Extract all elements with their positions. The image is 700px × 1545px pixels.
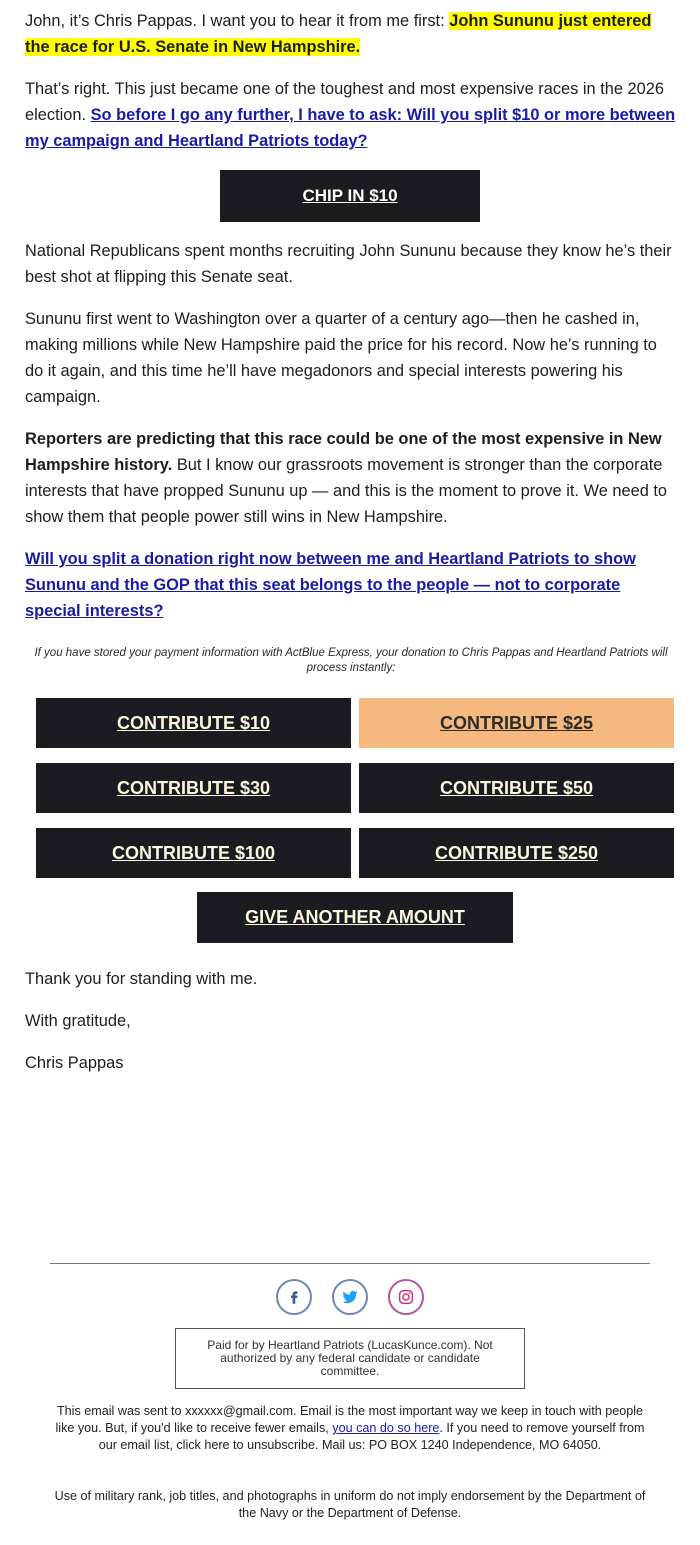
contribute-250-button[interactable]: CONTRIBUTE $250 bbox=[359, 828, 674, 878]
ask-paragraph bbox=[25, 76, 677, 154]
give-another-amount-button[interactable]: GIVE ANOTHER AMOUNT bbox=[197, 892, 513, 943]
expensive-race-bold: Reporters are predicting that this race could be one of the most expensive in New Hampshire history. bbox=[25, 430, 662, 474]
military-disclaimer: Use of military rank, job titles, and photographs in uniform do not imply endorsement by the Department of the Navy or the Department of Defense. bbox=[54, 1489, 646, 1520]
sent-to-text: This email was sent to bbox=[56, 1404, 186, 1418]
intro-highlight: John Sununu just entered the race for U.S. Senate in New Hampshire. bbox=[25, 12, 652, 56]
final-ask-link[interactable]: Will you split a donation right now between me and Heartland Patriots to show Sununu and the GOP that this seat belongs to the people — not to corporate special interests? bbox=[25, 550, 636, 620]
footer-divider bbox=[50, 1263, 650, 1264]
paid-for-disclaimer: Paid for by Heartland Patriots (LucasKunce.com). Not authorized by any federal candidate or candidate committee. bbox=[175, 1328, 525, 1389]
fewer-emails-text: . Email is the most important way we keep in touch with people like you. But, if you'd like to receive fewer emails, bbox=[55, 1404, 644, 1435]
recruiting-paragraph: National Republicans spent months recruiting John Sununu because they know he’s their best shot at flipping this Senate seat. bbox=[25, 242, 672, 286]
contribute-30-button[interactable]: CONTRIBUTE $30 bbox=[36, 763, 351, 813]
signature-text: Chris Pappas bbox=[25, 1054, 124, 1072]
footer-email-info bbox=[50, 1403, 650, 1454]
fewer-emails-link[interactable]: you can do so here bbox=[332, 1421, 440, 1435]
contribute-50-button[interactable]: CONTRIBUTE $50 bbox=[359, 763, 674, 813]
split-donation-link[interactable]: So before I go any further, I have to ask: Will you split $10 or more between my campaign and Heartland Patriots today? bbox=[25, 106, 676, 150]
chip-in-button[interactable]: CHIP IN $10 bbox=[220, 170, 480, 222]
signoff-text: With gratitude, bbox=[25, 1012, 131, 1030]
record-paragraph: Sununu first went to Washington over a quarter of a century ago—then he cashed in, making millions while New Hampshire paid the price for his record. Now he’s running to do it again, and this time he’ll have megadonors and special interests powering his campaign. bbox=[25, 310, 657, 406]
closing bbox=[25, 966, 257, 1092]
email-body bbox=[25, 8, 677, 640]
contribute-100-button[interactable]: CONTRIBUTE $100 bbox=[36, 828, 351, 878]
facebook-icon[interactable] bbox=[276, 1279, 312, 1315]
thanks-text: Thank you for standing with me. bbox=[25, 970, 258, 988]
unsubscribe-text: . If you need to remove yourself from our email list, click here to unsubscribe. Mail us: PO BOX 1240 Independence, MO 64050. bbox=[98, 1421, 645, 1452]
final-ask-paragraph bbox=[25, 546, 677, 624]
recipient-email: xxxxxx@gmail.com bbox=[185, 1404, 294, 1418]
twitter-icon[interactable] bbox=[332, 1279, 368, 1315]
intro-text: John, it’s Chris Pappas. I want you to hear it from me first: bbox=[25, 12, 450, 30]
ask-text: That’s right. This just became one of the toughest and most expensive races in the 2026 election. bbox=[25, 80, 665, 124]
contribute-10-button[interactable]: CONTRIBUTE $10 bbox=[36, 698, 351, 748]
expensive-race-paragraph bbox=[25, 426, 677, 530]
intro-paragraph bbox=[25, 8, 677, 60]
actblue-express-note: If you have stored your payment information with ActBlue Express, your donation to Chris Pappas and Heartland Patriots will process instantly: bbox=[34, 647, 668, 674]
contribute-25-button[interactable]: CONTRIBUTE $25 bbox=[359, 698, 674, 748]
instagram-icon[interactable] bbox=[388, 1279, 424, 1315]
expensive-race-text: But I know our grassroots movement is stronger than the corporate interests that have propped Sununu up — and this is the moment to prove it. We need to show them that people power still wins in New Hampshire. bbox=[25, 456, 668, 526]
